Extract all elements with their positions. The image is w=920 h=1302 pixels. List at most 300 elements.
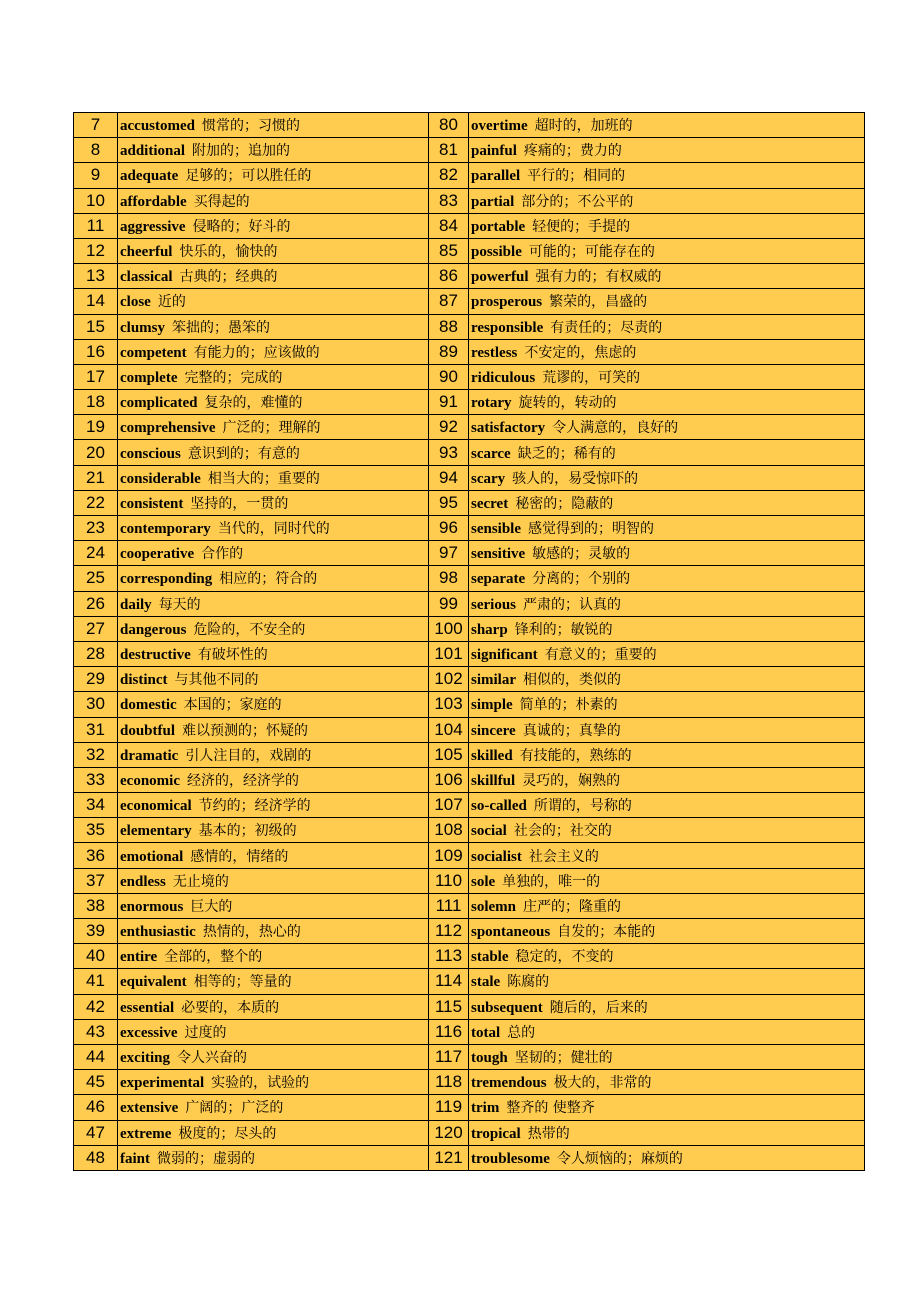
english-word: competent (120, 344, 187, 361)
entry-cell (469, 364, 865, 389)
chinese-meaning: 经济的，经济学的 (186, 772, 299, 789)
entry-number: 31 (74, 717, 118, 742)
chinese-meaning: 基本的；初级的 (198, 823, 297, 840)
english-word: contemporary (120, 521, 211, 538)
entry-number: 118 (429, 1070, 469, 1095)
table-row (74, 213, 865, 238)
entry-number: 99 (429, 591, 469, 616)
chinese-meaning: 单独的，唯一的 (502, 873, 601, 890)
table-row (74, 1070, 865, 1095)
table-row (74, 1095, 865, 1120)
english-word: extreme (120, 1125, 172, 1142)
english-word: scarce (471, 445, 511, 462)
entry-cell (469, 213, 865, 238)
english-word: powerful (471, 269, 529, 286)
entry-cell (469, 692, 865, 717)
entry-cell (469, 188, 865, 213)
english-word: stale (471, 974, 501, 991)
table-row (74, 314, 865, 339)
entry-number: 95 (429, 490, 469, 515)
entry-cell (118, 566, 429, 591)
english-word: enormous (120, 898, 184, 915)
english-word: accustomed (120, 118, 195, 135)
english-word: sensitive (471, 546, 526, 563)
entry-number: 36 (74, 843, 118, 868)
english-word: painful (471, 143, 517, 160)
english-word: consistent (120, 495, 184, 512)
entry-number: 82 (429, 163, 469, 188)
chinese-meaning: 当代的，同时代的 (217, 521, 330, 538)
entry-cell (118, 264, 429, 289)
chinese-meaning: 合作的 (201, 546, 244, 563)
entry-number: 98 (429, 566, 469, 591)
table-row (74, 667, 865, 692)
entry-cell (118, 944, 429, 969)
english-word: comprehensive (120, 420, 216, 437)
english-word: adequate (120, 168, 179, 185)
entry-cell (469, 490, 865, 515)
entry-cell (118, 591, 429, 616)
english-word: serious (471, 596, 516, 613)
chinese-meaning: 平行的；相同的 (527, 168, 626, 185)
english-word: solemn (471, 898, 516, 915)
entry-cell (118, 868, 429, 893)
entry-number: 28 (74, 641, 118, 666)
entry-cell (118, 1095, 429, 1120)
entry-cell (118, 289, 429, 314)
vocabulary-table (73, 112, 865, 1171)
chinese-meaning: 繁荣的，昌盛的 (549, 294, 648, 311)
entry-cell (118, 390, 429, 415)
table-row (74, 818, 865, 843)
entry-number: 7 (74, 113, 118, 138)
entry-cell (118, 314, 429, 339)
table-row (74, 793, 865, 818)
entry-number: 116 (429, 1019, 469, 1044)
entry-number: 37 (74, 868, 118, 893)
english-word: exciting (120, 1050, 170, 1067)
table-row (74, 1044, 865, 1069)
english-word: classical (120, 269, 173, 286)
entry-cell (469, 919, 865, 944)
vocabulary-table-body (74, 113, 865, 1171)
entry-number: 117 (429, 1044, 469, 1069)
entry-number: 18 (74, 390, 118, 415)
english-word: domestic (120, 697, 177, 714)
english-word: ridiculous (471, 369, 536, 386)
english-word: complete (120, 369, 178, 386)
entry-cell (118, 490, 429, 515)
chinese-meaning: 令人烦恼的；麻烦的 (556, 1150, 683, 1167)
chinese-meaning: 分离的；个别的 (532, 571, 631, 588)
entry-number: 45 (74, 1070, 118, 1095)
english-word: entire (120, 949, 158, 966)
chinese-meaning: 快乐的，愉快的 (179, 244, 278, 261)
table-row (74, 113, 865, 138)
table-row (74, 1120, 865, 1145)
english-word: possible (471, 244, 522, 261)
entry-number: 107 (429, 793, 469, 818)
english-word: skillful (471, 772, 516, 789)
entry-number: 85 (429, 238, 469, 263)
entry-cell (469, 767, 865, 792)
table-row (74, 717, 865, 742)
entry-cell (118, 1120, 429, 1145)
entry-number: 16 (74, 339, 118, 364)
english-word: parallel (471, 168, 521, 185)
entry-cell (469, 1019, 865, 1044)
entry-number: 112 (429, 919, 469, 944)
chinese-meaning: 陈腐的 (507, 974, 550, 991)
english-word: extensive (120, 1100, 179, 1117)
entry-cell (118, 465, 429, 490)
entry-cell (118, 1044, 429, 1069)
chinese-meaning: 热情的，热心的 (202, 924, 301, 941)
english-word: satisfactory (471, 420, 546, 437)
table-row (74, 516, 865, 541)
english-word: tremendous (471, 1075, 547, 1092)
entry-cell (469, 1044, 865, 1069)
entry-cell (469, 516, 865, 541)
entry-number: 106 (429, 767, 469, 792)
chinese-meaning: 必要的，本质的 (181, 999, 280, 1016)
english-word: significant (471, 647, 538, 664)
english-word: cheerful (120, 244, 173, 261)
chinese-meaning: 附加的；追加的 (192, 143, 291, 160)
chinese-meaning: 有破坏性的 (197, 647, 268, 664)
chinese-meaning: 买得起的 (193, 193, 250, 210)
entry-number: 114 (429, 969, 469, 994)
entry-number: 44 (74, 1044, 118, 1069)
chinese-meaning: 惯常的；习惯的 (202, 118, 300, 135)
entry-number: 20 (74, 440, 118, 465)
entry-number: 15 (74, 314, 118, 339)
chinese-meaning: 有意义的；重要的 (544, 647, 657, 664)
chinese-meaning: 有能力的；应该做的 (193, 344, 320, 361)
chinese-meaning: 难以预测的；怀疑的 (182, 722, 309, 739)
entry-cell (118, 742, 429, 767)
english-word: enthusiastic (120, 924, 196, 941)
table-row (74, 994, 865, 1019)
entry-number: 26 (74, 591, 118, 616)
table-row (74, 238, 865, 263)
entry-number: 22 (74, 490, 118, 515)
chinese-meaning: 缺乏的；稀有的 (517, 445, 616, 462)
chinese-meaning: 笨拙的；愚笨的 (172, 319, 270, 336)
entry-number: 104 (429, 717, 469, 742)
chinese-meaning: 完整的；完成的 (184, 369, 283, 386)
chinese-meaning: 复杂的，难懂的 (204, 395, 303, 412)
english-word: stable (471, 949, 509, 966)
entry-cell (118, 767, 429, 792)
table-row (74, 868, 865, 893)
chinese-meaning: 极大的，非常的 (553, 1075, 652, 1092)
entry-number: 42 (74, 994, 118, 1019)
english-word: subsequent (471, 999, 543, 1016)
chinese-meaning: 锋利的；敏锐的 (514, 621, 613, 638)
table-row (74, 767, 865, 792)
entry-cell (118, 1019, 429, 1044)
english-word: daily (120, 596, 152, 613)
chinese-meaning: 微弱的；虚弱的 (157, 1150, 255, 1167)
entry-cell (118, 440, 429, 465)
entry-number: 119 (429, 1095, 469, 1120)
entry-cell (118, 667, 429, 692)
entry-number: 43 (74, 1019, 118, 1044)
entry-cell (469, 440, 865, 465)
english-word: experimental (120, 1075, 205, 1092)
entry-cell (469, 238, 865, 263)
english-word: doubtful (120, 722, 176, 739)
table-row (74, 390, 865, 415)
chinese-meaning: 随后的，后来的 (549, 999, 648, 1016)
chinese-meaning: 庄严的；隆重的 (523, 898, 621, 915)
chinese-meaning: 社会主义的 (528, 848, 599, 865)
entry-cell (469, 793, 865, 818)
entry-cell (118, 717, 429, 742)
chinese-meaning: 严肃的；认真的 (523, 596, 621, 613)
chinese-meaning: 疼痛的；费力的 (523, 143, 622, 160)
entry-number: 47 (74, 1120, 118, 1145)
table-row (74, 893, 865, 918)
table-row (74, 264, 865, 289)
entry-number: 9 (74, 163, 118, 188)
table-row (74, 591, 865, 616)
entry-number: 84 (429, 213, 469, 238)
chinese-meaning: 骇人的，易受惊吓的 (512, 470, 639, 487)
entry-cell (118, 364, 429, 389)
entry-number: 80 (429, 113, 469, 138)
english-word: prosperous (471, 294, 543, 311)
chinese-meaning: 危险的，不安全的 (193, 621, 306, 638)
chinese-meaning: 古典的；经典的 (179, 269, 278, 286)
entry-number: 30 (74, 692, 118, 717)
entry-number: 94 (429, 465, 469, 490)
english-word: conscious (120, 445, 181, 462)
chinese-meaning: 相似的，类似的 (523, 672, 621, 689)
chinese-meaning: 近的 (157, 294, 186, 311)
table-row (74, 1019, 865, 1044)
table-row (74, 364, 865, 389)
entry-number: 110 (429, 868, 469, 893)
entry-cell (118, 163, 429, 188)
entry-number: 12 (74, 238, 118, 263)
entry-cell (469, 113, 865, 138)
entry-number: 88 (429, 314, 469, 339)
entry-number: 32 (74, 742, 118, 767)
entry-cell (118, 641, 429, 666)
entry-cell (469, 818, 865, 843)
chinese-meaning: 强有力的；有权威的 (535, 269, 662, 286)
english-word: dramatic (120, 747, 179, 764)
english-word: sharp (471, 621, 508, 638)
english-word: sole (471, 873, 496, 890)
table-row (74, 541, 865, 566)
english-word: skilled (471, 747, 513, 764)
chinese-meaning: 令人满意的，良好的 (552, 420, 679, 437)
entry-cell (118, 415, 429, 440)
english-word: similar (471, 672, 516, 689)
entry-number: 120 (429, 1120, 469, 1145)
entry-number: 83 (429, 188, 469, 213)
chinese-meaning: 整齐的 使整齐 (506, 1100, 595, 1117)
entry-number: 81 (429, 138, 469, 163)
english-word: portable (471, 218, 526, 235)
entry-number: 35 (74, 818, 118, 843)
table-row (74, 1145, 865, 1170)
chinese-meaning: 每天的 (158, 596, 201, 613)
english-word: partial (471, 193, 515, 210)
entry-number: 14 (74, 289, 118, 314)
chinese-meaning: 全部的，整个的 (164, 949, 263, 966)
chinese-meaning: 感觉得到的；明智的 (528, 521, 655, 538)
table-row (74, 440, 865, 465)
english-word: secret (471, 495, 509, 512)
entry-number: 91 (429, 390, 469, 415)
entry-cell (469, 1120, 865, 1145)
chinese-meaning: 真诚的；真挚的 (522, 722, 621, 739)
table-row (74, 566, 865, 591)
entry-number: 41 (74, 969, 118, 994)
chinese-meaning: 令人兴奋的 (177, 1050, 247, 1067)
english-word: trim (471, 1100, 500, 1117)
english-word: additional (120, 143, 186, 160)
english-word: distinct (120, 672, 168, 689)
entry-number: 17 (74, 364, 118, 389)
english-word: corresponding (120, 571, 213, 588)
entry-number: 108 (429, 818, 469, 843)
entry-number: 100 (429, 616, 469, 641)
entry-cell (469, 717, 865, 742)
entry-number: 87 (429, 289, 469, 314)
entry-cell (469, 616, 865, 641)
chinese-meaning: 社会的；社交的 (513, 823, 612, 840)
entry-number: 97 (429, 541, 469, 566)
table-row (74, 138, 865, 163)
chinese-meaning: 广泛的；理解的 (222, 420, 321, 437)
entry-cell (469, 390, 865, 415)
chinese-meaning: 有责任的；尽责的 (550, 319, 663, 336)
chinese-meaning: 感情的，情绪的 (190, 848, 289, 865)
entry-cell (118, 994, 429, 1019)
entry-cell (118, 339, 429, 364)
chinese-meaning: 实验的，试验的 (211, 1075, 310, 1092)
table-row (74, 415, 865, 440)
entry-number: 48 (74, 1145, 118, 1170)
entry-cell (469, 969, 865, 994)
english-word: so-called (471, 798, 527, 815)
entry-number: 92 (429, 415, 469, 440)
table-row (74, 465, 865, 490)
english-word: aggressive (120, 218, 186, 235)
entry-cell (469, 641, 865, 666)
english-word: cooperative (120, 546, 195, 563)
entry-number: 25 (74, 566, 118, 591)
entry-cell (118, 213, 429, 238)
entry-number: 40 (74, 944, 118, 969)
chinese-meaning: 超时的，加班的 (534, 118, 633, 135)
entry-number: 101 (429, 641, 469, 666)
entry-cell (118, 919, 429, 944)
entry-cell (469, 994, 865, 1019)
english-word: essential (120, 999, 175, 1016)
chinese-meaning: 稳定的，不变的 (515, 949, 614, 966)
table-row (74, 944, 865, 969)
entry-cell (469, 1145, 865, 1170)
entry-number: 96 (429, 516, 469, 541)
entry-number: 27 (74, 616, 118, 641)
english-word: economic (120, 772, 180, 789)
entry-cell (118, 616, 429, 641)
english-word: complicated (120, 395, 198, 412)
entry-number: 21 (74, 465, 118, 490)
chinese-meaning: 坚持的，一贯的 (190, 495, 289, 512)
english-word: dangerous (120, 621, 187, 638)
english-word: tropical (471, 1125, 521, 1142)
entry-number: 33 (74, 767, 118, 792)
entry-number: 24 (74, 541, 118, 566)
entry-cell (118, 238, 429, 263)
entry-cell (118, 692, 429, 717)
table-row (74, 339, 865, 364)
chinese-meaning: 热带的 (527, 1125, 570, 1142)
chinese-meaning: 相等的；等量的 (193, 974, 292, 991)
entry-cell (118, 541, 429, 566)
entry-number: 89 (429, 339, 469, 364)
english-word: total (471, 1024, 501, 1041)
entry-cell (469, 1070, 865, 1095)
entry-number: 105 (429, 742, 469, 767)
table-row (74, 289, 865, 314)
entry-number: 23 (74, 516, 118, 541)
chinese-meaning: 旋转的，转动的 (518, 395, 617, 412)
english-word: affordable (120, 193, 187, 210)
entry-cell (118, 818, 429, 843)
entry-cell (118, 893, 429, 918)
chinese-meaning: 广阔的；广泛的 (185, 1100, 284, 1117)
entry-number: 102 (429, 667, 469, 692)
entry-number: 38 (74, 893, 118, 918)
entry-cell (118, 1145, 429, 1170)
english-word: spontaneous (471, 924, 551, 941)
english-word: scary (471, 470, 506, 487)
entry-cell (469, 314, 865, 339)
entry-number: 8 (74, 138, 118, 163)
entry-cell (118, 969, 429, 994)
english-word: rotary (471, 395, 512, 412)
entry-cell (469, 138, 865, 163)
english-word: tough (471, 1050, 508, 1067)
english-word: separate (471, 571, 526, 588)
entry-number: 39 (74, 919, 118, 944)
chinese-meaning: 极度的；尽头的 (178, 1125, 277, 1142)
table-row (74, 163, 865, 188)
table-row (74, 919, 865, 944)
chinese-meaning: 引人注目的，戏剧的 (185, 747, 312, 764)
chinese-meaning: 与其他不同的 (174, 672, 259, 689)
english-word: emotional (120, 848, 184, 865)
english-word: socialist (471, 848, 522, 865)
entry-number: 90 (429, 364, 469, 389)
entry-number: 13 (74, 264, 118, 289)
english-word: social (471, 823, 507, 840)
english-word: clumsy (120, 319, 165, 336)
chinese-meaning: 节约的；经济学的 (198, 798, 311, 815)
chinese-meaning: 敏感的；灵敏的 (532, 546, 631, 563)
entry-cell (118, 793, 429, 818)
entry-number: 109 (429, 843, 469, 868)
entry-cell (469, 339, 865, 364)
